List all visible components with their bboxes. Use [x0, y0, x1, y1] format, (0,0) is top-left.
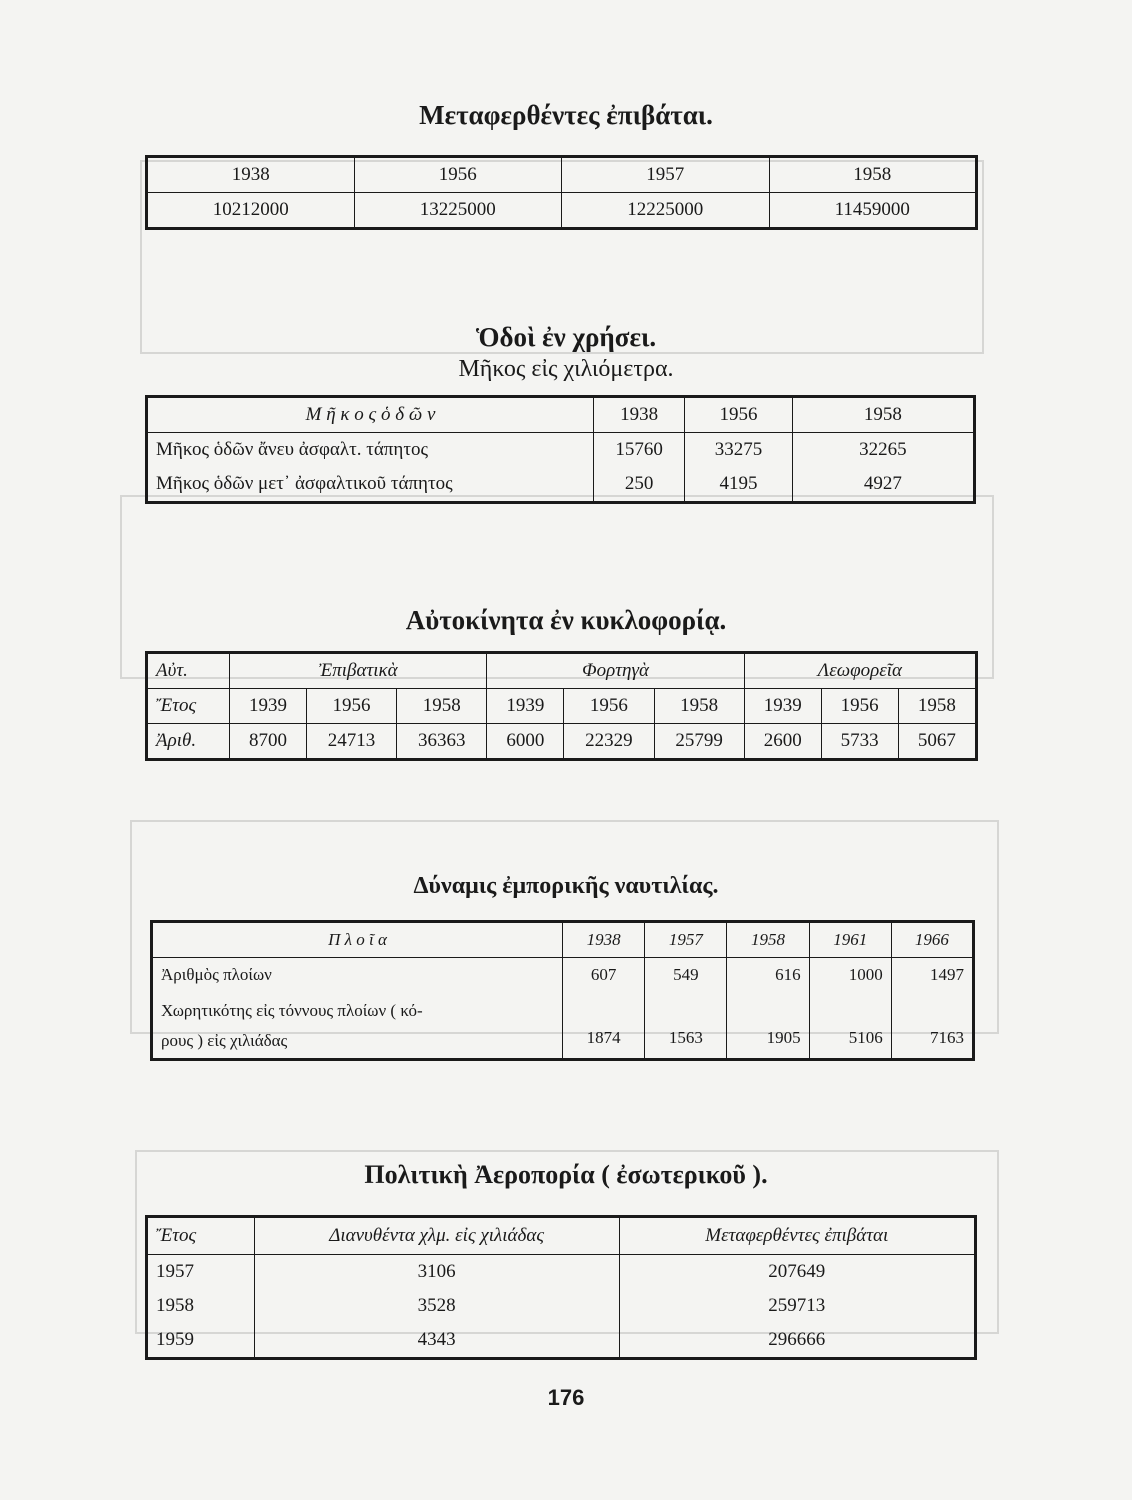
t1-year: 1958 — [769, 157, 977, 193]
t2-year: 1958 — [792, 397, 974, 433]
t5-pass: 259713 — [619, 1289, 975, 1323]
t3-year: 1958 — [397, 689, 487, 724]
t4-row-label-line1: Χωρητικότης εἰς τόννους πλοίων ( κό- — [161, 1001, 423, 1020]
t2-header-label: Μ ῆ κ ο ς ὁ δ ῶ ν — [147, 397, 594, 433]
t4-cell: 5106 — [809, 992, 891, 1060]
t5-year: 1957 — [147, 1255, 255, 1290]
t4-row-label: Ἀριθμὸς πλοίων — [152, 958, 563, 993]
t2-cell: 4927 — [792, 467, 974, 503]
t2-cell: 32265 — [792, 433, 974, 468]
t4-head-label: Π λ ο ῖ α — [152, 922, 563, 958]
t3-head-passenger: Ἐπιβατικὰ — [230, 653, 487, 689]
t4-row-label-line2: ρους ) εἰς χιλιάδας — [161, 1031, 288, 1050]
t3-year: 1956 — [564, 689, 654, 724]
t3-value: 22329 — [564, 724, 654, 760]
t1-year: 1938 — [147, 157, 355, 193]
t1-year: 1956 — [354, 157, 562, 193]
t2-row-label: Μῆκος ὁδῶν ἄνευ ἀσφαλτ. τάπητος — [147, 433, 594, 468]
t5-pass: 296666 — [619, 1323, 975, 1359]
t3-year: 1958 — [654, 689, 744, 724]
t3-value: 5067 — [898, 724, 976, 760]
t3-year: 1939 — [487, 689, 564, 724]
t4-year: 1966 — [891, 922, 973, 958]
t2-year: 1938 — [594, 397, 685, 433]
t5-year: 1959 — [147, 1323, 255, 1359]
t3-head-bus: Λεωφορεῖα — [744, 653, 976, 689]
t3-year: 1939 — [744, 689, 821, 724]
t2-cell: 250 — [594, 467, 685, 503]
civil-aviation-table — [145, 1215, 977, 1360]
t5-pass: 207649 — [619, 1255, 975, 1290]
t1-value: 12225000 — [562, 193, 770, 229]
t3-value: 2600 — [744, 724, 821, 760]
t2-cell: 33275 — [685, 433, 793, 468]
t4-cell: 607 — [563, 958, 645, 993]
t2-year: 1956 — [685, 397, 793, 433]
t1-year: 1957 — [562, 157, 770, 193]
t4-cell: 549 — [645, 958, 727, 993]
t1-value: 11459000 — [769, 193, 977, 229]
t1-value: 13225000 — [354, 193, 562, 229]
t3-num-label: Ἀριθ. — [147, 724, 230, 760]
table2-title: Ὁδοὶ ἐν χρήσει. — [475, 322, 657, 352]
t3-value: 8700 — [230, 724, 307, 760]
t4-row-label — [152, 992, 563, 1060]
merchant-fleet-table — [150, 920, 975, 1061]
t4-cell: 616 — [727, 958, 809, 993]
t5-km: 4343 — [254, 1323, 619, 1359]
t3-value: 36363 — [397, 724, 487, 760]
table1-title: Μεταφερθέντες ἐπιβάται. — [419, 100, 713, 130]
t3-year: 1956 — [306, 689, 396, 724]
t4-year: 1961 — [809, 922, 891, 958]
t4-cell: 1497 — [891, 958, 973, 993]
t5-head-pass: Μεταφερθέντες ἐπιβάται — [619, 1217, 975, 1255]
t4-cell: 1905 — [727, 992, 809, 1060]
t3-year: 1956 — [821, 689, 898, 724]
t4-year: 1958 — [727, 922, 809, 958]
table5-title: Πολιτικὴ Ἀεροπορία ( ἐσωτερικοῦ ). — [364, 1160, 768, 1189]
t3-value: 5733 — [821, 724, 898, 760]
table3-title: Αὐτοκίνητα ἐν κυκλοφορίᾳ. — [405, 605, 727, 635]
t5-year: 1958 — [147, 1289, 255, 1323]
t5-head-km: Διανυθέντα χλμ. εἰς χιλιάδας — [254, 1217, 619, 1255]
t4-cell: 1563 — [645, 992, 727, 1060]
t5-km: 3106 — [254, 1255, 619, 1290]
t5-km: 3528 — [254, 1289, 619, 1323]
t4-cell: 7163 — [891, 992, 973, 1060]
vehicles-table — [145, 651, 978, 761]
page-number: 176 — [547, 1385, 585, 1410]
t3-year-label: Ἔτος — [147, 689, 230, 724]
t3-value: 24713 — [306, 724, 396, 760]
t1-value: 10212000 — [147, 193, 355, 229]
t3-year: 1958 — [898, 689, 976, 724]
table2-subtitle: Μῆκος εἰς χιλιόμετρα. — [458, 356, 674, 382]
t2-cell: 4195 — [685, 467, 793, 503]
t4-year: 1938 — [563, 922, 645, 958]
t2-cell: 15760 — [594, 433, 685, 468]
table4-title: Δύναμις ἐμπορικῆς ναυτιλίας. — [413, 873, 719, 899]
t3-value: 25799 — [654, 724, 744, 760]
t3-head-freight: Φορτηγὰ — [487, 653, 744, 689]
t3-head-auto: Αὐτ. — [147, 653, 230, 689]
t5-head-year: Ἔτος — [147, 1217, 255, 1255]
t4-cell: 1874 — [563, 992, 645, 1060]
t4-cell: 1000 — [809, 958, 891, 993]
t4-year: 1957 — [645, 922, 727, 958]
passengers-table — [145, 155, 978, 230]
t3-year: 1939 — [230, 689, 307, 724]
roads-table — [145, 395, 976, 504]
t2-row-label: Μῆκος ὁδῶν μετ᾽ ἀσφαλτικοῦ τάπητος — [147, 467, 594, 503]
t3-value: 6000 — [487, 724, 564, 760]
